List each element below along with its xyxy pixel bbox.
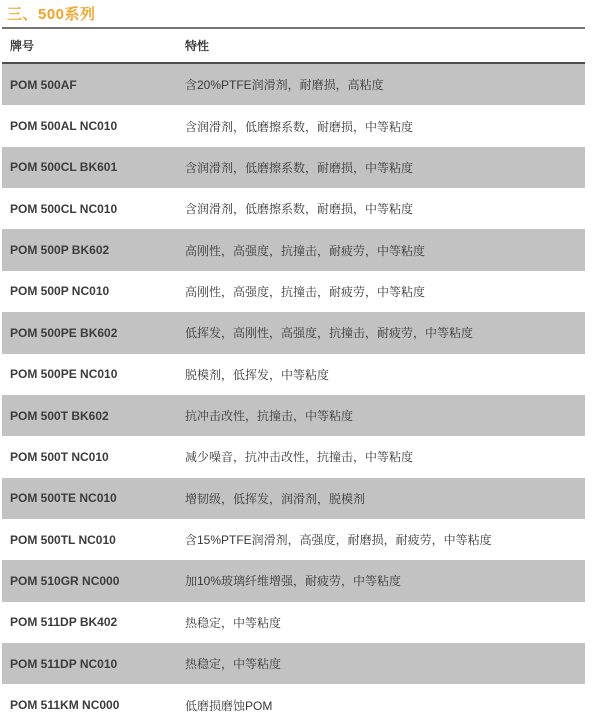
table-row <box>2 684 585 725</box>
grade-cell: POM 500TE NC010 <box>10 491 117 506</box>
grade-cell: POM 500TL NC010 <box>10 532 116 547</box>
grade-cell: POM 511KM NC000 <box>10 698 120 713</box>
series-500-table <box>2 27 585 726</box>
table-row <box>2 64 585 105</box>
grade-cell: POM 500T BK602 <box>10 408 109 423</box>
table-header-row <box>2 29 585 64</box>
feature-cell: 增韧级，低挥发，润滑剂，脱模剂 <box>185 491 366 506</box>
table-row <box>2 643 585 684</box>
feature-cell: 抗冲击改性，抗撞击，中等粘度 <box>185 409 354 424</box>
feature-cell: 热稳定，中等粘度 <box>185 615 282 630</box>
grade-cell: POM 511DP BK402 <box>10 615 118 630</box>
table-row <box>2 229 585 270</box>
feature-cell: 高刚性，高强度，抗撞击，耐疲劳，中等粘度 <box>185 243 426 258</box>
feature-cell: 高刚性，高强度，抗撞击，耐疲劳，中等粘度 <box>185 284 426 299</box>
grade-cell: POM 500CL NC010 <box>10 201 118 216</box>
column-header-grade: 牌号 <box>10 39 35 53</box>
grade-cell: POM 500T NC010 <box>10 449 109 464</box>
column-header-feature: 特性 <box>185 39 210 53</box>
grade-cell: POM 510GR NC000 <box>10 573 120 588</box>
table-row <box>2 105 585 146</box>
grade-cell: POM 500P NC010 <box>10 284 110 299</box>
section-title: 三、500系列 <box>7 6 96 23</box>
grade-cell: POM 500P BK602 <box>10 243 110 258</box>
feature-cell: 含润滑剂，低磨擦系数，耐磨损，中等粘度 <box>185 202 414 217</box>
table-row <box>2 560 585 601</box>
table-row <box>2 602 585 643</box>
table-row <box>2 271 585 312</box>
feature-cell: 含润滑剂，低磨擦系数，耐磨损，中等粘度 <box>185 160 414 175</box>
grade-cell: POM 500AF <box>10 77 77 92</box>
feature-cell: 含15%PTFE润滑剂，高强度，耐磨损，耐疲劳，中等粘度 <box>185 533 492 548</box>
table-row <box>2 395 585 436</box>
table-body <box>2 64 585 726</box>
grade-cell: POM 500AL NC010 <box>10 119 118 134</box>
feature-cell: 加10%玻璃纤维增强，耐疲劳，中等粘度 <box>185 574 402 589</box>
table-row <box>2 312 585 353</box>
table-row <box>2 147 585 188</box>
feature-cell: 低挥发，高刚性，高强度，抗撞击，耐疲劳，中等粘度 <box>185 326 474 341</box>
feature-cell: 减少噪音，抗冲击改性，抗撞击，中等粘度 <box>185 450 414 465</box>
table-row <box>2 188 585 229</box>
table-row <box>2 354 585 395</box>
feature-cell: 含20%PTFE润滑剂，耐磨损，高粘度 <box>185 78 384 93</box>
grade-cell: POM 500CL BK601 <box>10 160 118 175</box>
feature-cell: 含润滑剂，低磨擦系数，耐磨损，中等粘度 <box>185 119 414 134</box>
table-row <box>2 519 585 560</box>
table-row <box>2 436 585 477</box>
feature-cell: 脱模剂，低挥发，中等粘度 <box>185 367 330 382</box>
table-row <box>2 478 585 519</box>
grade-cell: POM 500PE BK602 <box>10 325 118 340</box>
grade-cell: POM 511DP NC010 <box>10 656 118 671</box>
feature-cell: 热稳定，中等粘度 <box>185 657 282 672</box>
feature-cell: 低磨损磨蚀POM <box>185 698 273 713</box>
grade-cell: POM 500PE NC010 <box>10 367 118 382</box>
